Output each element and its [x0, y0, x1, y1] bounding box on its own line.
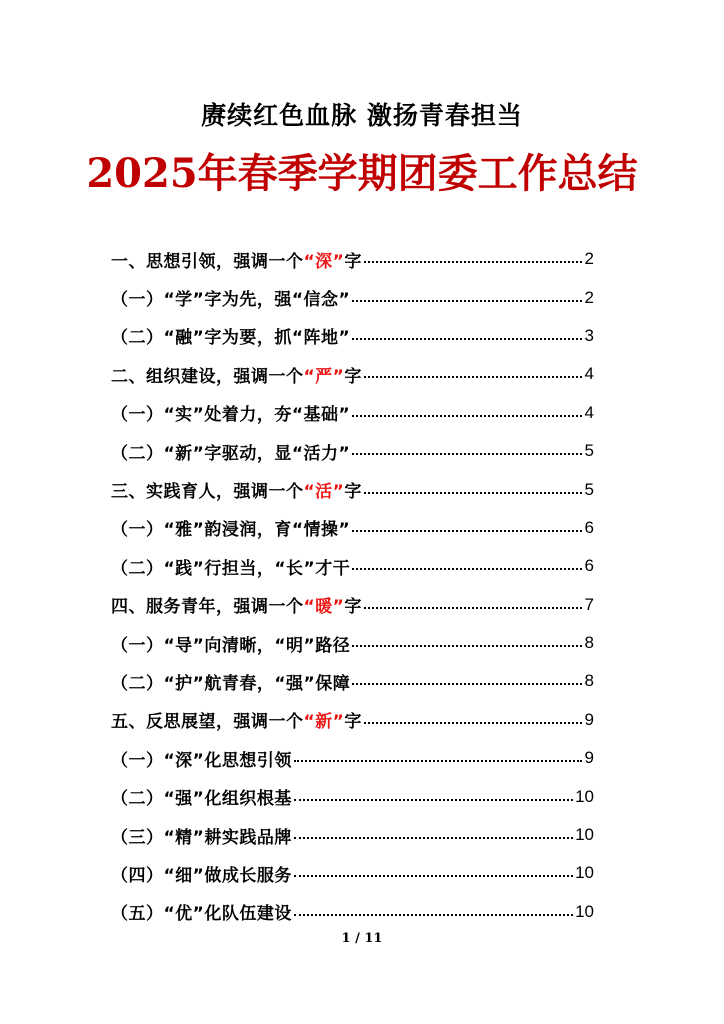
toc-entry-text: 三、实践育人，强调一个: [111, 482, 304, 503]
toc-entry-text: （二）“践”行担当，“长”才干: [111, 558, 351, 579]
dot-leader: [352, 415, 582, 417]
toc-page-number: 2: [584, 287, 594, 307]
dot-leader: [364, 261, 582, 263]
toc-entry-highlight: “暖”: [303, 597, 345, 618]
dot-leader: [352, 645, 582, 647]
toc-entry-highlight: “深”: [303, 251, 345, 272]
toc-page-number: 8: [584, 671, 594, 691]
toc-entry-text: 五、反思展望，强调一个: [111, 712, 304, 733]
toc-entry-5-3[interactable]: [111, 816, 594, 854]
toc-page-number: 8: [584, 633, 594, 653]
toc-entry-1[interactable]: [111, 240, 594, 278]
dot-leader: [352, 568, 582, 570]
toc-page-number: 10: [575, 825, 594, 845]
toc-entry-3[interactable]: [111, 470, 594, 508]
toc-entry-2-2[interactable]: [111, 432, 594, 470]
toc-entry-highlight: “新”: [303, 712, 345, 733]
toc-entry-text: （一）“学”字为先，强“信念”: [111, 290, 351, 311]
table-of-contents: [111, 240, 594, 931]
dot-leader: [352, 338, 582, 340]
dot-leader: [352, 530, 582, 532]
dot-leader: [294, 914, 573, 916]
toc-page-number: 5: [584, 441, 594, 461]
toc-page-number: 9: [584, 748, 594, 768]
toc-entry-text: （四）“细”做成长服务: [111, 865, 292, 886]
toc-entry-4[interactable]: [111, 586, 594, 624]
toc-page-number: 6: [584, 517, 594, 537]
toc-entry-2-1[interactable]: [111, 394, 594, 432]
toc-entry-suffix: 字: [344, 251, 362, 272]
dot-leader: [364, 607, 582, 609]
toc-entry-4-1[interactable]: [111, 624, 594, 662]
toc-entry-2[interactable]: [111, 355, 594, 393]
toc-entry-text: （五）“优”化队伍建设: [111, 904, 292, 925]
toc-entry-text: （二）“融”字为要，抓“阵地”: [111, 328, 351, 349]
dot-leader: [364, 492, 582, 494]
toc-entry-text: （二）“强”化组织根基: [111, 789, 292, 810]
toc-page-number: 7: [584, 594, 594, 614]
document-title: 2025年春季学期团委工作总结: [86, 150, 638, 197]
toc-page-number: 4: [584, 364, 594, 384]
toc-page-number: 5: [584, 479, 594, 499]
dot-leader: [294, 799, 573, 801]
toc-entry-text: 四、服务青年，强调一个: [111, 597, 304, 618]
toc-entry-5-2[interactable]: [111, 777, 594, 815]
toc-entry-text: （二）“新”字驱动，显“活力”: [111, 443, 351, 464]
dot-leader: [352, 453, 582, 455]
toc-entry-suffix: 字: [344, 597, 362, 618]
toc-entry-5-5[interactable]: [111, 893, 594, 931]
toc-entry-suffix: 字: [344, 366, 362, 387]
toc-entry-text: 二、组织建设，强调一个: [111, 366, 304, 387]
toc-entry-highlight: “严”: [303, 366, 345, 387]
toc-entry-text: （一）“深”化思想引领: [111, 750, 292, 771]
toc-page-number: 10: [575, 901, 594, 921]
toc-entry-3-1[interactable]: [111, 509, 594, 547]
toc-entry-text: （一）“雅”韵浸润，育“情操”: [111, 520, 351, 541]
dot-leader: [364, 376, 582, 378]
toc-entry-text: （三）“精”耕实践品牌: [111, 827, 292, 848]
dot-leader: [364, 722, 582, 724]
toc-entry-1-1[interactable]: [111, 278, 594, 316]
toc-entry-4-2[interactable]: [111, 662, 594, 700]
toc-page-number: 2: [584, 249, 594, 269]
toc-entry-text: （一）“导”向清晰，“明”路径: [111, 635, 351, 656]
toc-page-number: 4: [584, 402, 594, 422]
toc-entry-1-2[interactable]: [111, 317, 594, 355]
toc-entry-5[interactable]: [111, 701, 594, 739]
toc-page-number: 9: [584, 709, 594, 729]
dot-leader: [352, 683, 582, 685]
toc-entry-3-2[interactable]: [111, 547, 594, 585]
toc-entry-highlight: “活”: [303, 482, 345, 503]
toc-page-number: 10: [575, 786, 594, 806]
dot-leader: [294, 760, 582, 762]
dot-leader: [294, 875, 573, 877]
toc-entry-5-1[interactable]: [111, 739, 594, 777]
dot-leader: [352, 300, 582, 302]
toc-page-number: 3: [584, 325, 594, 345]
toc-page-number: 6: [584, 556, 594, 576]
toc-entry-text: （二）“护”航青春，“强”保障: [111, 673, 351, 694]
toc-entry-text: 一、思想引领，强调一个: [111, 251, 304, 272]
toc-page-number: 10: [575, 863, 594, 883]
toc-entry-suffix: 字: [344, 482, 362, 503]
document-subtitle: 赓续红色血脉 激扬青春担当: [201, 101, 523, 130]
page-indicator: 1 / 11: [341, 931, 383, 946]
toc-entry-5-4[interactable]: [111, 854, 594, 892]
toc-entry-suffix: 字: [344, 712, 362, 733]
toc-entry-text: （一）“实”处着力，夯“基础”: [111, 405, 351, 426]
dot-leader: [294, 837, 573, 839]
